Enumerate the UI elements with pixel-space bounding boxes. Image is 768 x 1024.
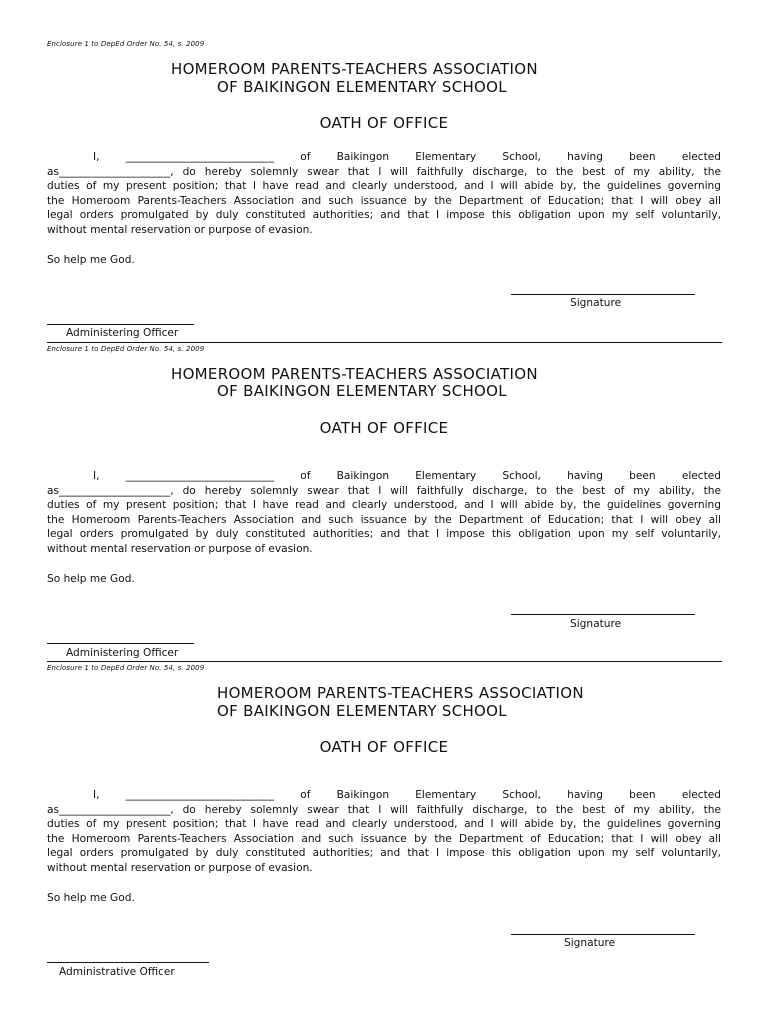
paragraph-line bbox=[47, 150, 721, 165]
paragraph-line bbox=[47, 788, 721, 803]
paragraph-line: duties of my present position; that I have read and clearly understood, and I will abide by, the guidelines governing bbox=[47, 180, 721, 193]
paragraph-line: duties of my present position; that I have read and clearly understood, and I will abide by, the guidelines governing bbox=[47, 499, 721, 512]
paragraph-line: the Homeroom Parents-Teachers Association and such issuance by the Department of Education; that I will obey all bbox=[47, 194, 721, 207]
title-line-1: HOMEROOM PARENTS-TEACHERS ASSOCIATION bbox=[171, 60, 538, 78]
name-blank: ____________________________ bbox=[125, 151, 275, 163]
title-line-2: OF BAIKINGON ELEMENTARY SCHOOL bbox=[217, 702, 507, 720]
signature-label: Signature bbox=[564, 937, 616, 949]
oath-paragraph bbox=[47, 788, 721, 876]
title-line-1: HOMEROOM PARENTS-TEACHERS ASSOCIATION bbox=[217, 684, 584, 702]
officer-label: Administrative Officer bbox=[59, 966, 175, 978]
pronoun: I, bbox=[93, 151, 100, 163]
paragraph-line: the Homeroom Parents-Teachers Association and such issuance by the Department of Education; that I will obey all bbox=[47, 832, 721, 845]
signature-line bbox=[511, 614, 695, 615]
pronoun: I, bbox=[93, 470, 100, 482]
paragraph-line: legal orders promulgated by duly constituted authorities; and that I impose this obligation upon my self voluntarily, bbox=[47, 847, 721, 860]
enclosure-note: Enclosure 1 to DepEd Order No. 54, s. 2009 bbox=[47, 664, 205, 672]
paragraph-text: of Baikingon Elementary School, having been elected bbox=[300, 151, 722, 163]
signature-label: Signature bbox=[570, 618, 622, 630]
paragraph-line: as_____________________, do hereby solemnly swear that I will faithfully discharge, to the best of my ability, the bbox=[47, 165, 721, 178]
officer-label: Administering Officer bbox=[66, 327, 179, 339]
oath-title: OATH OF OFFICE bbox=[319, 738, 449, 756]
officer-line bbox=[47, 962, 209, 963]
oath-title: OATH OF OFFICE bbox=[319, 114, 449, 132]
paragraph-text: of Baikingon Elementary School, having been elected bbox=[300, 470, 722, 482]
title-line-1: HOMEROOM PARENTS-TEACHERS ASSOCIATION bbox=[171, 365, 538, 383]
name-blank: ____________________________ bbox=[125, 470, 275, 482]
officer-line bbox=[47, 643, 194, 644]
paragraph-text: of Baikingon Elementary School, having been elected bbox=[300, 789, 722, 801]
so-help-me-god: So help me God. bbox=[47, 254, 135, 266]
paragraph-line: legal orders promulgated by duly constituted authorities; and that I impose this obligation upon my self voluntarily, bbox=[47, 528, 721, 541]
name-blank: ____________________________ bbox=[125, 789, 275, 801]
signature-label: Signature bbox=[570, 297, 622, 309]
paragraph-line: legal orders promulgated by duly constituted authorities; and that I impose this obligation upon my self voluntarily, bbox=[47, 209, 721, 222]
so-help-me-god: So help me God. bbox=[47, 892, 135, 904]
section-divider bbox=[47, 342, 722, 343]
enclosure-note: Enclosure 1 to DepEd Order No. 54, s. 2009 bbox=[47, 40, 205, 48]
so-help-me-god: So help me God. bbox=[47, 573, 135, 585]
signature-line bbox=[511, 294, 695, 295]
enclosure-note: Enclosure 1 to DepEd Order No. 54, s. 2009 bbox=[47, 345, 205, 353]
title-line-2: OF BAIKINGON ELEMENTARY SCHOOL bbox=[217, 78, 507, 96]
pronoun: I, bbox=[93, 789, 100, 801]
oath-title: OATH OF OFFICE bbox=[319, 419, 449, 437]
signature-line bbox=[511, 934, 695, 935]
oath-paragraph bbox=[47, 469, 721, 557]
section-divider bbox=[47, 661, 722, 662]
paragraph-line: as_____________________, do hereby solemnly swear that I will faithfully discharge, to the best of my ability, the bbox=[47, 803, 721, 816]
paragraph-line: without mental reservation or purpose of evasion. bbox=[47, 861, 313, 874]
title-line-2: OF BAIKINGON ELEMENTARY SCHOOL bbox=[217, 382, 507, 400]
paragraph-line: duties of my present position; that I have read and clearly understood, and I will abide by, the guidelines governing bbox=[47, 818, 721, 831]
paragraph-line: without mental reservation or purpose of evasion. bbox=[47, 542, 313, 555]
officer-line bbox=[47, 324, 194, 325]
oath-paragraph bbox=[47, 150, 721, 238]
paragraph-line: as_____________________, do hereby solemnly swear that I will faithfully discharge, to the best of my ability, the bbox=[47, 484, 721, 497]
paragraph-line: without mental reservation or purpose of evasion. bbox=[47, 223, 313, 236]
paragraph-line: the Homeroom Parents-Teachers Association and such issuance by the Department of Education; that I will obey all bbox=[47, 513, 721, 526]
officer-label: Administering Officer bbox=[66, 647, 179, 659]
paragraph-line bbox=[47, 469, 721, 484]
